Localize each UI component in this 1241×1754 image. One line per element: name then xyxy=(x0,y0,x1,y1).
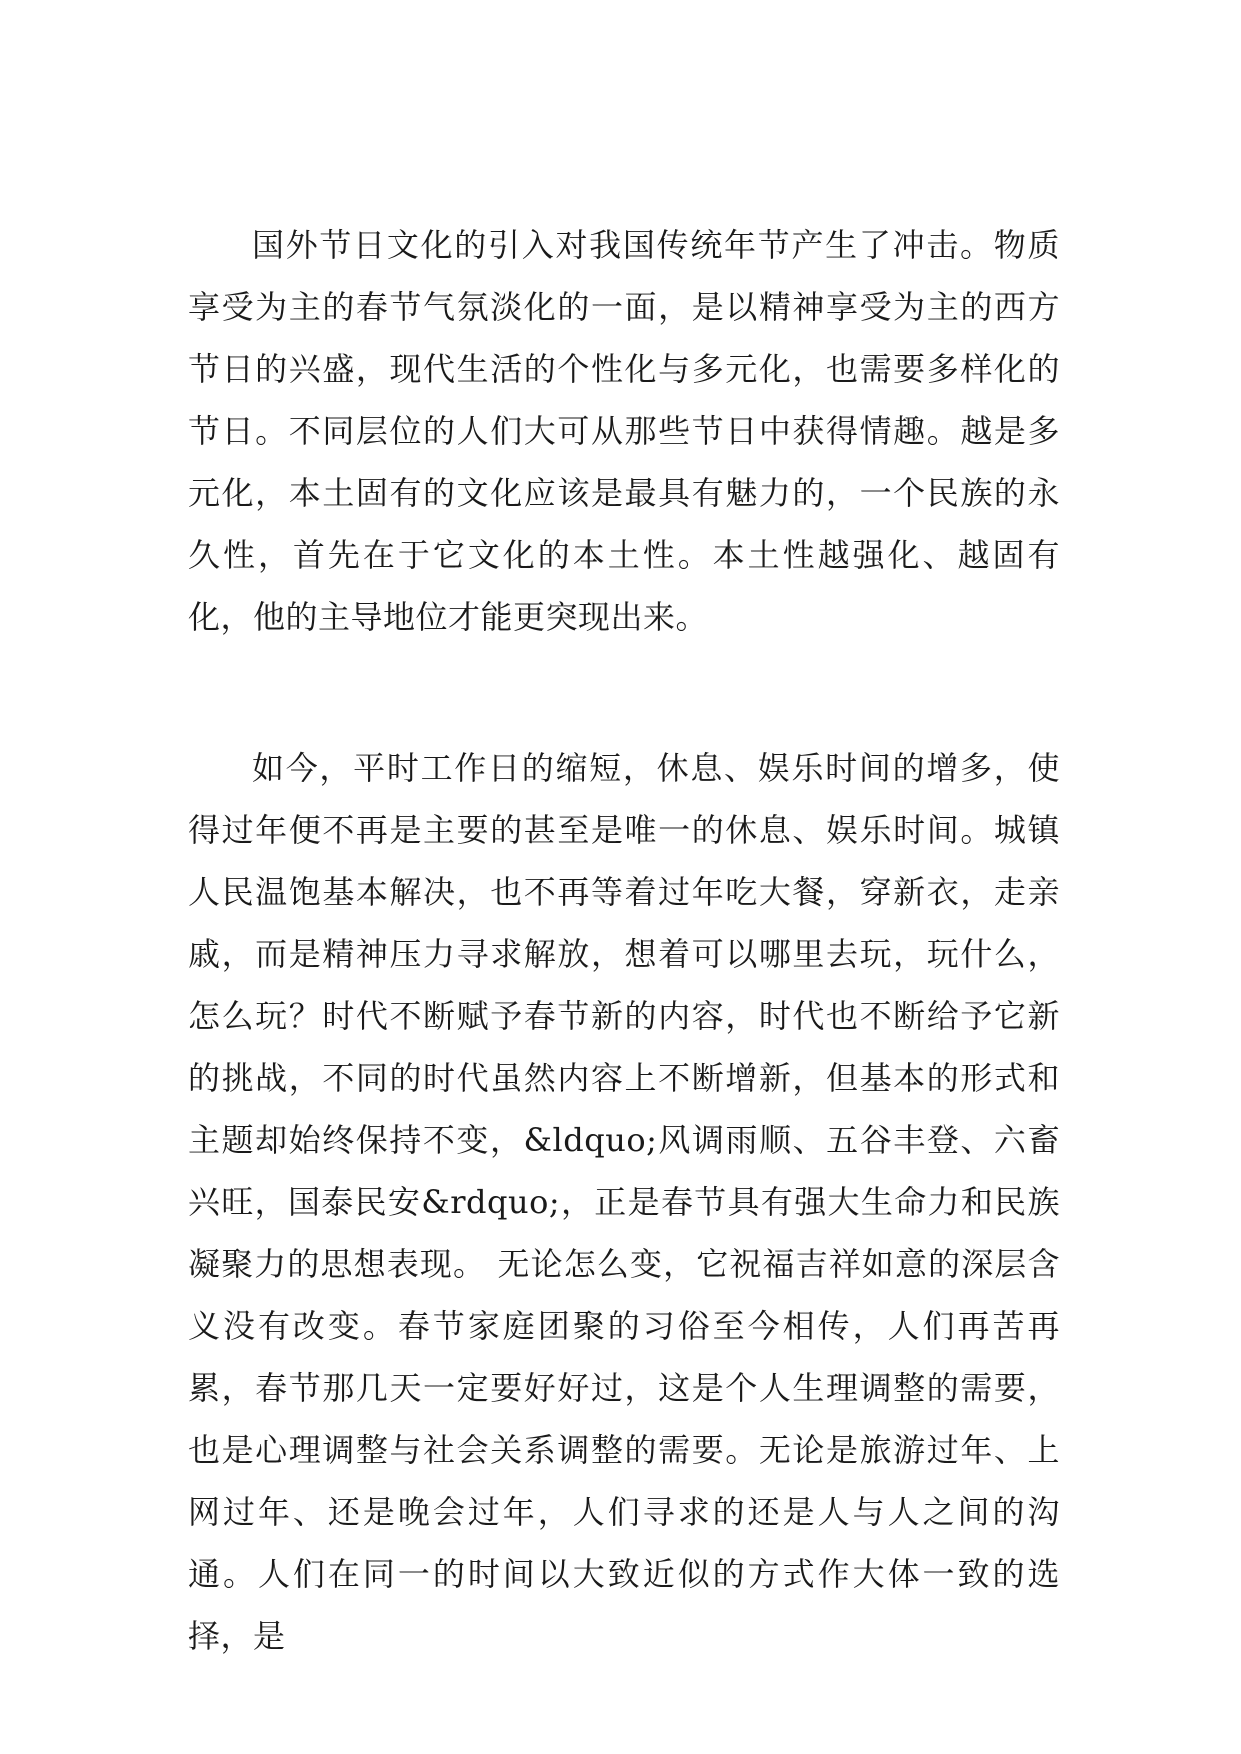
paragraph-spring-festival-today: 如今，平时工作日的缩短，休息、娱乐时间的增多，使得过年便不再是主要的甚至是唯一的休息、娱乐时间。城镇人民温饱基本解决，也不再等着过年吃大餐，穿新衣，走亲戚，而是精神压力寻求解放，想着可以哪里去玩，玩什么，怎么玩？时代不断赋予春节新的内容，时代也不断给予它新的挑战，不同的时代虽然内容上不断增新，但基本的形式和主题却始终保持不变，&ldquo;风调雨顺、五谷丰登、六畜兴旺，国泰民安&rdquo;，正是春节具有强大生命力和民族凝聚力的思想表现。 无论怎么变，它祝福吉祥如意的深层含义没有改变。春节家庭团聚的习俗至今相传，人们再苦再累，春节那几天一定要好好过，这是个人生理调整的需要，也是心理调整与社会关系调整的需要。无论是旅游过年、上网过年、还是晚会过年，人们寻求的还是人与人之间的沟通。人们在同一的时间以大致近似的方式作大体一致的选择，是 xyxy=(188,749,1060,1655)
paragraph-foreign-festivals: 国外节日文化的引入对我国传统年节产生了冲击。物质享受为主的春节气氛淡化的一面，是以精神享受为主的西方节日的兴盛，现代生活的个性化与多元化，也需要多样化的节日。不同层位的人们大可从那些节日中获得情趣。越是多元化，本土固有的文化应该是最具有魅力的，一个民族的永久性，首先在于它文化的本土性。本土性越强化、越固有化，他的主导地位才能更突现出来。 xyxy=(188,226,1060,636)
